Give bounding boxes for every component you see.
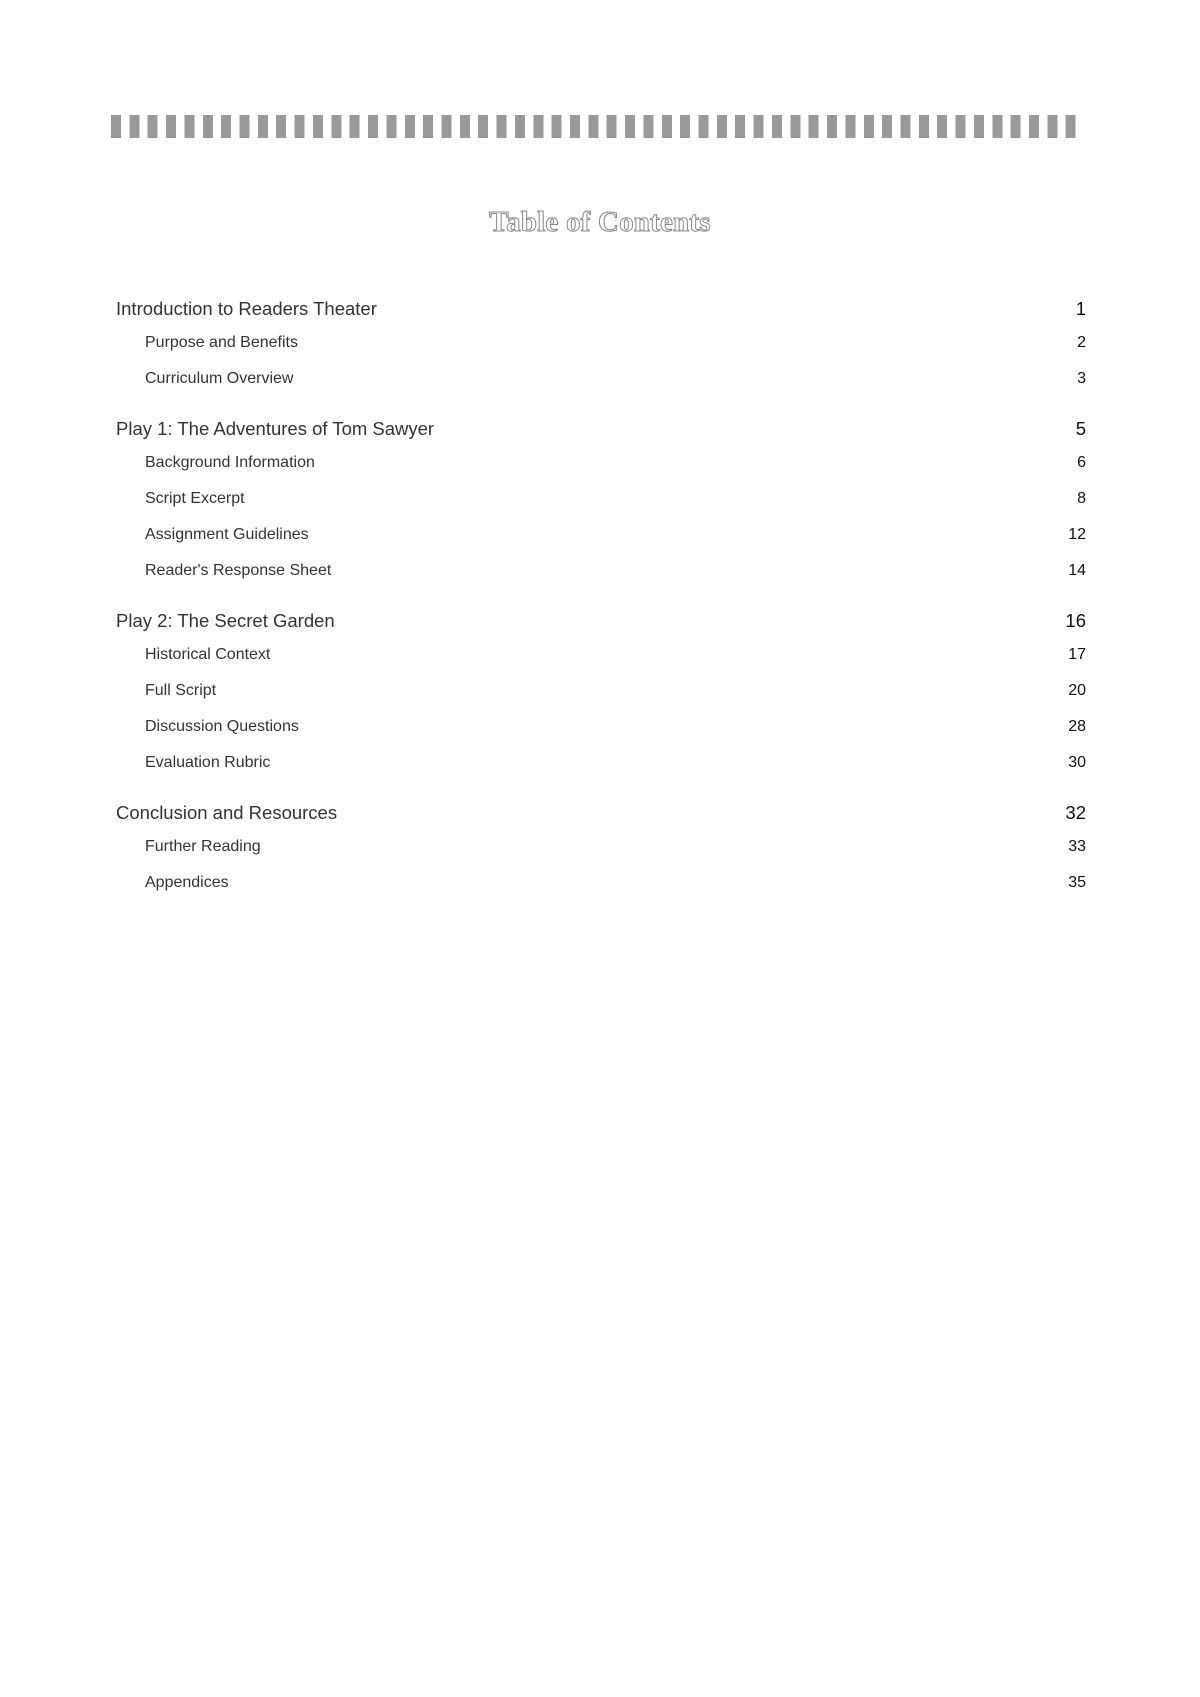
toc-entry-label: Conclusion and Resources bbox=[116, 802, 338, 823]
toc-page-number: 5 bbox=[1075, 418, 1086, 439]
toc-entry-label: Assignment Guidelines bbox=[145, 526, 309, 543]
toc-subsection[interactable] bbox=[116, 562, 1086, 598]
toc-subsection[interactable] bbox=[116, 874, 1086, 910]
toc-page-number: 20 bbox=[1068, 682, 1086, 699]
toc-entry-label: Script Excerpt bbox=[145, 490, 245, 507]
toc-page-number: 35 bbox=[1068, 874, 1086, 891]
toc-subsection[interactable] bbox=[116, 490, 1086, 526]
toc-page-number: 30 bbox=[1068, 754, 1086, 771]
toc-page-number: 8 bbox=[1077, 490, 1086, 507]
table-of-contents bbox=[116, 298, 1086, 910]
toc-entry-label: Curriculum Overview bbox=[145, 370, 294, 387]
toc-page-number: 3 bbox=[1077, 370, 1086, 387]
toc-page-number: 33 bbox=[1068, 838, 1086, 855]
toc-subsection[interactable] bbox=[116, 838, 1086, 874]
toc-entry-label: Full Script bbox=[145, 682, 217, 699]
toc-entry-label: Evaluation Rubric bbox=[145, 754, 271, 771]
toc-page-number: 12 bbox=[1068, 526, 1086, 543]
toc-entry-label: Introduction to Readers Theater bbox=[116, 298, 377, 319]
toc-section[interactable] bbox=[116, 802, 1086, 830]
toc-subsection[interactable] bbox=[116, 370, 1086, 406]
toc-page-number: 14 bbox=[1068, 562, 1086, 579]
toc-section[interactable] bbox=[116, 298, 1086, 326]
toc-subsection[interactable] bbox=[116, 526, 1086, 562]
toc-section[interactable] bbox=[116, 418, 1086, 446]
decorative-striped-border bbox=[111, 115, 1084, 138]
toc-page-number: 17 bbox=[1068, 646, 1086, 663]
toc-section[interactable] bbox=[116, 610, 1086, 638]
toc-subsection[interactable] bbox=[116, 646, 1086, 682]
toc-entry-label: Play 1: The Adventures of Tom Sawyer bbox=[116, 418, 435, 439]
toc-entry-label: Historical Context bbox=[145, 646, 271, 663]
toc-page-number: 28 bbox=[1068, 718, 1086, 735]
page-title: Table of Contents bbox=[489, 206, 711, 238]
toc-entry-label: Further Reading bbox=[145, 838, 261, 855]
toc-page-number: 2 bbox=[1077, 334, 1086, 351]
toc-page-number: 1 bbox=[1075, 298, 1086, 319]
toc-subsection[interactable] bbox=[116, 718, 1086, 754]
toc-subsection[interactable] bbox=[116, 754, 1086, 790]
toc-subsection[interactable] bbox=[116, 454, 1086, 490]
toc-entry-label: Appendices bbox=[145, 874, 229, 891]
toc-subsection[interactable] bbox=[116, 334, 1086, 370]
toc-entry-label: Purpose and Benefits bbox=[145, 334, 298, 351]
toc-page-number: 6 bbox=[1077, 454, 1086, 471]
toc-entry-label: Background Information bbox=[145, 454, 315, 471]
toc-page-number: 16 bbox=[1065, 610, 1086, 631]
toc-entry-label: Reader's Response Sheet bbox=[145, 562, 332, 579]
toc-entry-label: Discussion Questions bbox=[145, 718, 299, 735]
toc-entry-label: Play 2: The Secret Garden bbox=[116, 610, 335, 631]
toc-page-number: 32 bbox=[1065, 802, 1086, 823]
toc-subsection[interactable] bbox=[116, 682, 1086, 718]
